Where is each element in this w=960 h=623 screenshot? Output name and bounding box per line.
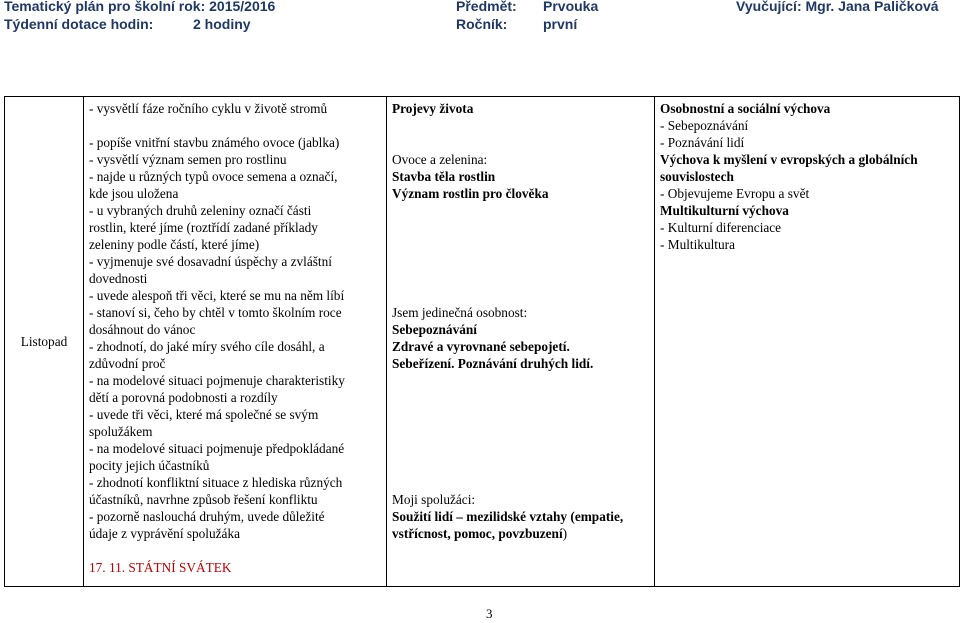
outcome-line: - uvede alespoň tři věci, které se mu na něm líbí [89,288,345,303]
mkv-item: - Kulturní diferenciace [660,220,782,235]
topics-cell [387,97,655,587]
vmegs-item: - Objevujeme Evropu a svět [660,186,810,201]
topic-self-line: Zdravé a vyrovnané sebepojetí. [392,339,570,354]
outcome-line: dětí a porovná podobnosti a rozdíly [89,390,278,405]
outcome-line: - na modelové situaci pojmenuje charakteristiky [89,373,345,388]
outcome-line: - vyjmenuje své dosavadní úspěchy a zvláštní [89,254,332,269]
outcome-line: - u vybraných druhů zeleniny označí části [89,203,312,218]
table-row [5,97,960,587]
vmegs-heading: Výchova k myšlení v evropských a globálních [660,152,918,167]
outcome-line: kde jsou uložena [89,186,179,201]
topic-fruit-line: Stavba těla rostlin [392,169,496,184]
topic-self-label: Jsem jedinečná osobnost: [392,305,528,320]
outcome-line: spolužákem [89,424,153,439]
osv-item: - Poznávání lidí [660,135,745,150]
outcome-line: - popíše vnitřní stavbu známého ovoce (jablka) [89,135,340,150]
outcome-line: zdůvodní proč [89,356,166,371]
holiday-note: 17. 11. STÁTNÍ SVÁTEK [89,560,232,575]
hours-label: Týdenní dotace hodin: [4,16,154,32]
outcomes-list [89,100,382,542]
topic-heading: Projevy života [392,101,474,116]
topic-mates-line [392,525,650,542]
outcome-line: pocity jejich účastníků [89,458,210,473]
topic-mates-line-bold: vstřícnost, pomoc, povzbuzení [392,526,563,541]
outcome-line: - zhodnotí konfliktní situace z hlediska různých [89,475,343,490]
plan-title: Tematický plán pro školní rok: 2015/2016 [4,0,276,14]
outcome-line: - uvede tři věci, které má společné se svým [89,407,319,422]
outcome-line: rostlin, které jíme (roztřídí zadané příklady [89,220,318,235]
outcome-line: - vysvětlí význam semen pro rostlinu [89,152,287,167]
osv-item: - Sebepoznávání [660,118,749,133]
mkv-item: - Multikultura [660,237,735,252]
outcome-line: dosáhnout do vánoc [89,322,196,337]
month-cell: Listopad [5,97,84,587]
page-header [0,0,960,40]
subject-label: Předmět: [456,0,517,14]
outcome-line: dovednosti [89,271,148,286]
subject-value: Prvouka [543,0,599,14]
outcome-line: - pozorně naslouchá druhým, uvede důležité [89,509,325,524]
crosscutting-cell [655,97,960,587]
mkv-heading: Multikulturní výchova [660,203,789,218]
page-number: 3 [486,606,493,621]
outcome-line: - zhodnotí, do jaké míry svého cíle dosáhl, a [89,339,325,354]
outcome-line: - najde u různých typů ovoce semena a označí, [89,169,338,184]
outcome-line: - na modelové situaci pojmenuje předpokládané [89,441,345,456]
outcomes-cell [84,97,387,587]
outcome-line: zeleniny podle částí, které jíme) [89,237,260,252]
topic-mates-label: Moji spolužáci: [392,492,476,507]
outcome-line: účastníků, navrhne způsob řešení konfliktu [89,492,318,507]
osv-heading: Osobnostní a sociální výchova [660,101,831,116]
teacher: Vyučující: Mgr. Jana Paličková [736,0,939,14]
vmegs-heading: souvislostech [660,169,734,184]
topic-fruit-label: Ovoce a zelenina: [392,152,488,167]
topic-fruit-line: Význam rostlin pro člověka [392,186,549,201]
topic-self-line: Sebeřízení. Poznávání druhých lidí. [392,356,594,371]
topic-mates-line: Soužití lidí – mezilidské vztahy (empatie, [392,509,624,524]
topic-mates-paren: ) [562,526,568,541]
grade-label: Ročník: [456,16,508,32]
outcome-line: - vysvětlí fáze ročního cyklu v životě stromů [89,101,328,116]
hours-value: 2 hodiny [193,16,251,32]
outcome-line [89,117,382,134]
outcome-line: - stanoví si, čeho by chtěl v tomto školním roce [89,305,342,320]
topic-self-line: Sebepoznávání [392,322,477,337]
grade-value: první [543,16,578,32]
outcome-line: údaje z vyprávění spolužáka [89,526,241,541]
plan-table [4,96,960,587]
